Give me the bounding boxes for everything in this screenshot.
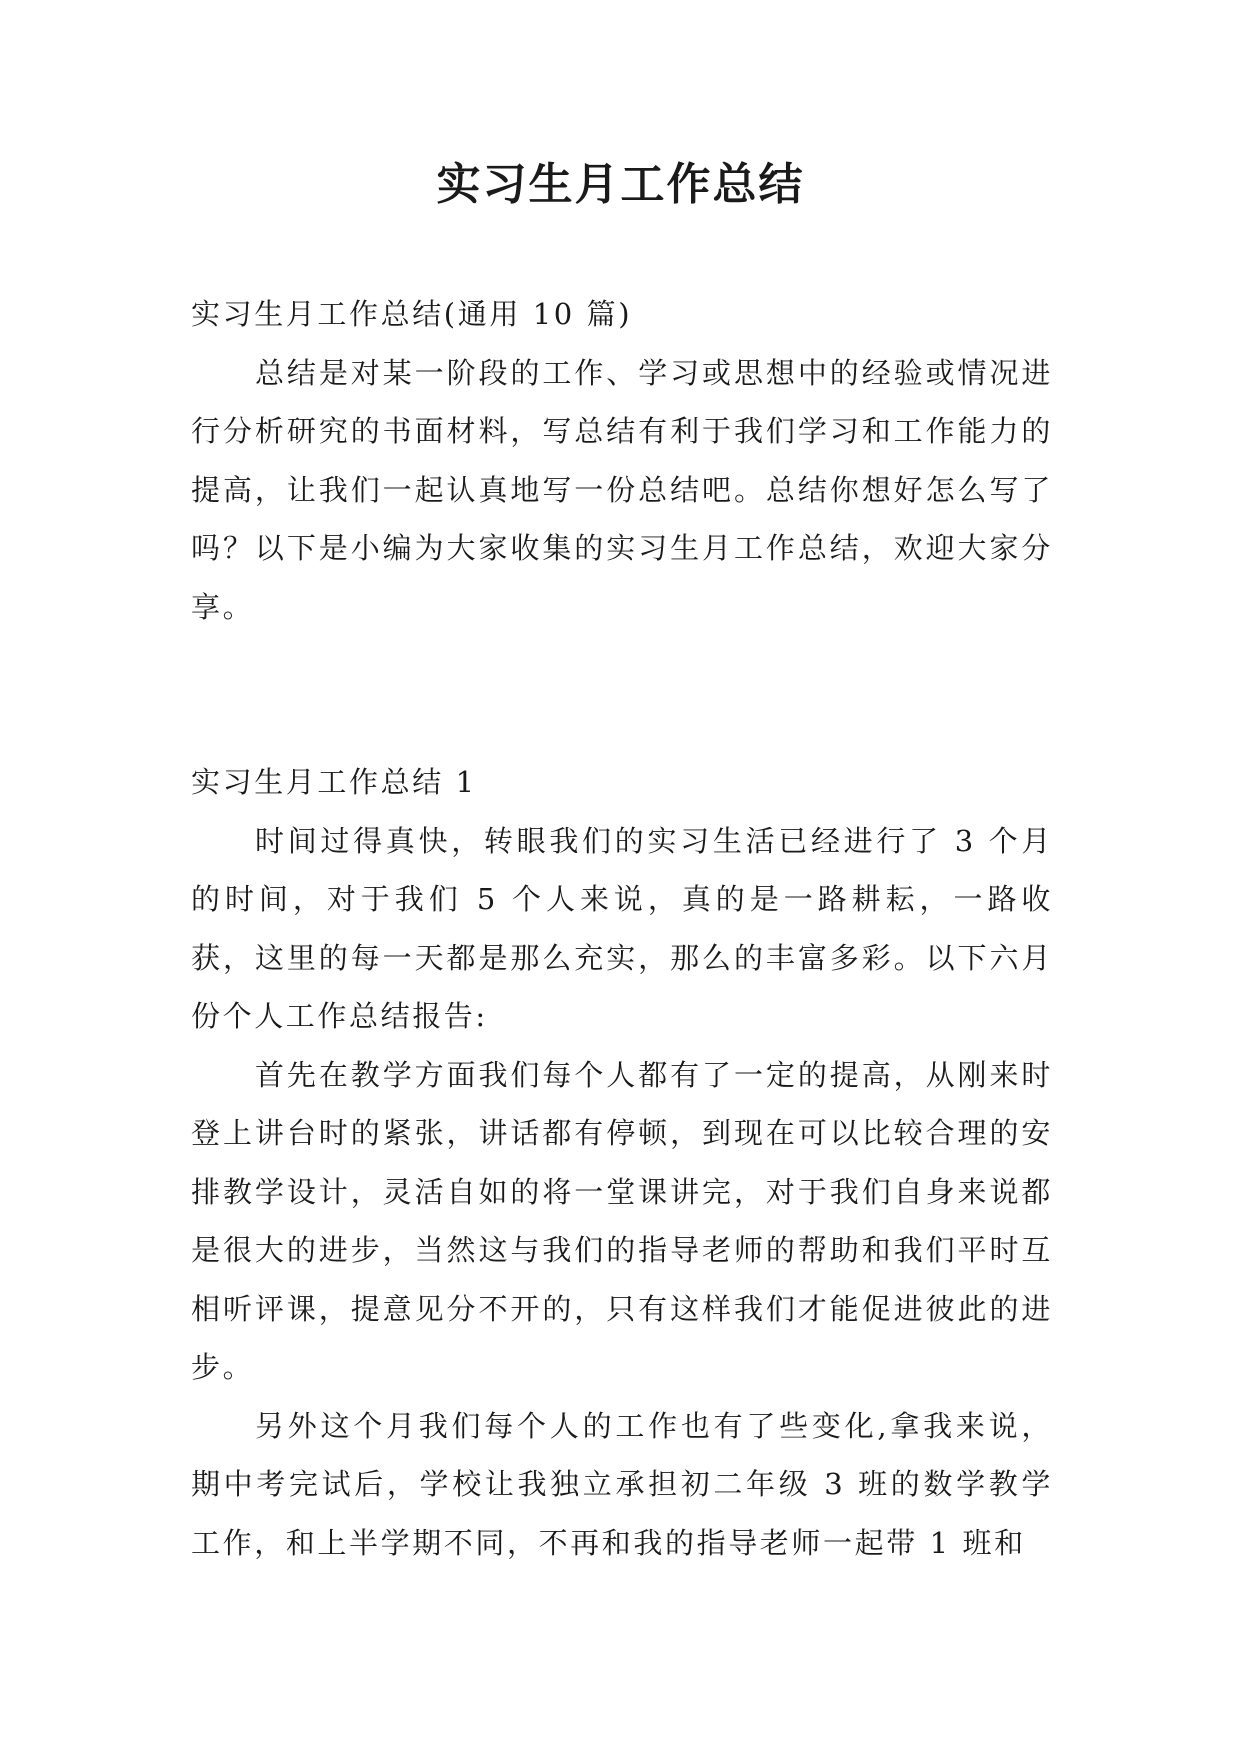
body-paragraph: 另外这个月我们每个人的工作也有了些变化,拿我来说，期中考完试后，学校让我独立承担初二年级 3 班的数学教学工作，和上半学期不同，不再和我的指导老师一起带 1 班和 [191, 1408, 1053, 1560]
body-paragraph: 时间过得真快，转眼我们的实习生活已经进行了 3 个月的时间，对于我们 5 个人来说，真的是一路耕耘，一路收获，这里的每一天都是那么充实，那么的丰富多彩。以下六月份个人工作总结报告: [191, 823, 1053, 1033]
intro-paragraph: 总结是对某一阶段的工作、学习或思想中的经验或情况进行分析研究的书面材料，写总结有利于我们学习和工作能力的提高，让我们一起认真地写一份总结吧。总结你想好怎么写了吗？以下是小编为大家收集的实习生月工作总结，欢迎大家分享。 [191, 355, 1053, 624]
section-spacer [191, 636, 1053, 753]
page-title: 实习生月工作总结 [436, 159, 805, 210]
section-heading: 实习生月工作总结 1 [191, 765, 477, 799]
body-paragraph: 首先在教学方面我们每个人都有了一定的提高，从刚来时登上讲台时的紧张，讲话都有停顿，到现在可以比较合理的安排教学设计，灵活自如的将一堂课讲完，对于我们自身来说都是很大的进步，当然这与我们的指导老师的帮助和我们平时互相听评课，提意见分不开的，只有这样我们才能促进彼此的进步。 [191, 1057, 1053, 1384]
document-body [191, 285, 1053, 1572]
intro-heading: 实习生月工作总结(通用 10 篇) [191, 297, 633, 331]
